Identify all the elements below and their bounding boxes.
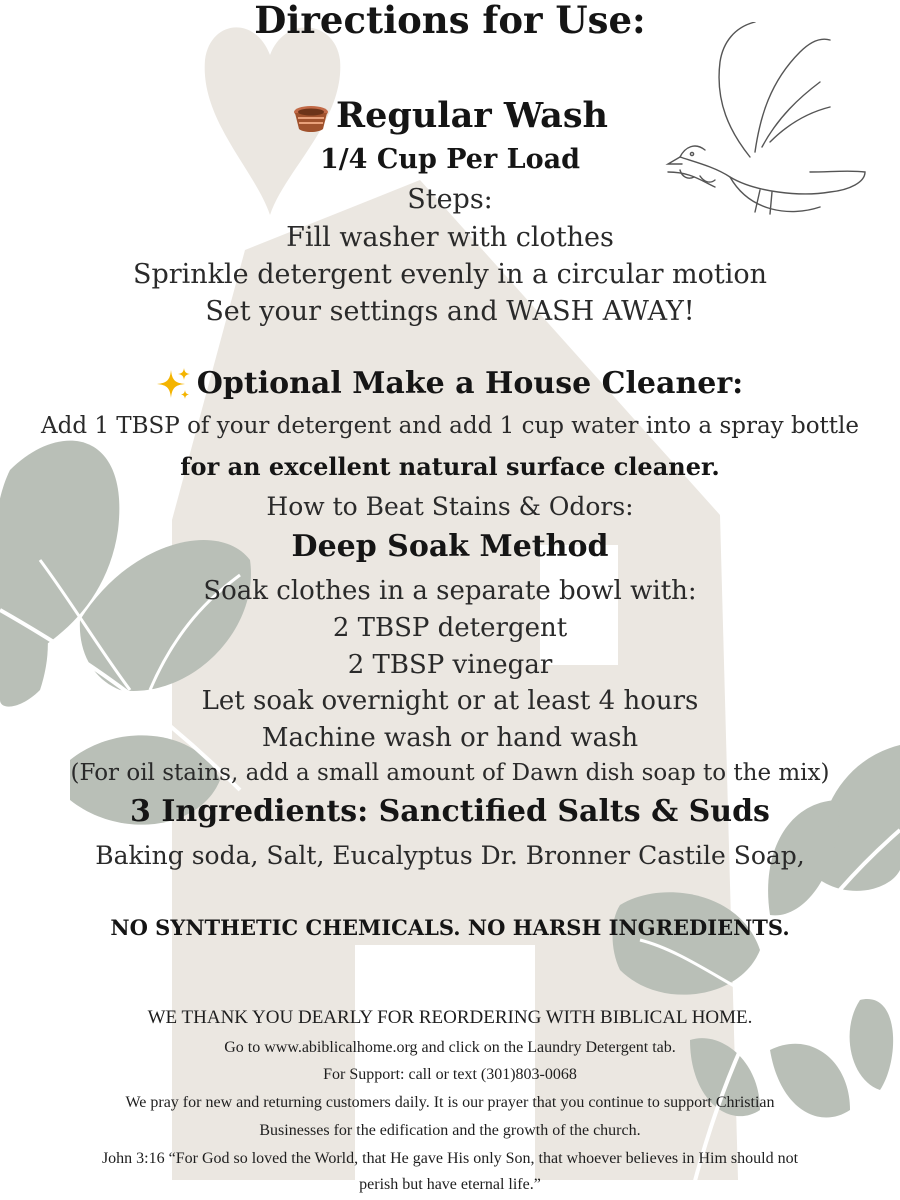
page-title: Directions for Use:: [254, 0, 646, 42]
house-cleaner-label: Optional Make a House Cleaner:: [196, 366, 744, 401]
regular-wash-amount: 1/4 Cup Per Load: [320, 144, 580, 175]
soak-line-6: (For oil stains, add a small amount of Dawn dish soap to the mix): [70, 760, 830, 786]
deep-soak-heading: Deep Soak Method: [291, 529, 609, 564]
regular-wash-heading: [0, 95, 900, 136]
soak-line-5: Machine wash or hand wash: [261, 723, 639, 753]
regular-wash-label: Regular Wash: [336, 95, 608, 136]
footer-prayer-2: Businesses for the edification and the growth of the church.: [259, 1122, 641, 1139]
footer-prayer-1: We pray for new and returning customers daily. It is our prayer that you continue to support Christian: [125, 1094, 775, 1111]
house-door: [355, 945, 535, 1185]
no-chemicals-notice: NO SYNTHETIC CHEMICALS. NO HARSH INGREDIENTS.: [110, 915, 790, 940]
step-2: Sprinkle detergent evenly in a circular motion: [132, 259, 768, 290]
soak-line-4: Let soak overnight or at least 4 hours: [201, 686, 699, 716]
house-cleaner-line-1: Add 1 TBSP of your detergent and add 1 cup water into a spray bottle: [40, 413, 860, 439]
footer-verse-1: John 3:16 “For God so loved the World, that He gave His only Son, that whoever believes in Him should not: [101, 1150, 799, 1167]
soak-line-3: 2 TBSP vinegar: [347, 650, 553, 680]
footer-verse-2: perish but have eternal life.”: [359, 1176, 541, 1193]
footer-website: Go to www.abiblicalhome.org and click on the Laundry Detergent tab.: [224, 1039, 676, 1056]
ingredients-heading: 3 Ingredients: Sanctified Salts & Suds: [130, 794, 770, 829]
sparkles-icon: [157, 368, 191, 402]
soak-line-1: Soak clothes in a separate bowl with:: [203, 576, 697, 606]
house-cleaner-heading: [0, 368, 900, 402]
ingredients-list: Baking soda, Salt, Eucalyptus Dr. Bronner Castile Soap,: [95, 841, 805, 870]
steps-label: Steps:: [407, 184, 493, 215]
stains-heading: How to Beat Stains & Odors:: [266, 492, 634, 521]
footer-thanks: WE THANK YOU DEARLY FOR REORDERING WITH BIBLICAL HOME.: [147, 1007, 753, 1028]
soak-line-2: 2 TBSP detergent: [332, 613, 568, 643]
step-3: Set your settings and WASH AWAY!: [205, 296, 695, 327]
basket-icon: [292, 103, 330, 133]
footer-support: For Support: call or text (301)803-0068: [323, 1066, 577, 1083]
house-cleaner-line-2: for an excellent natural surface cleaner.: [180, 452, 720, 481]
step-1: Fill washer with clothes: [286, 222, 614, 253]
